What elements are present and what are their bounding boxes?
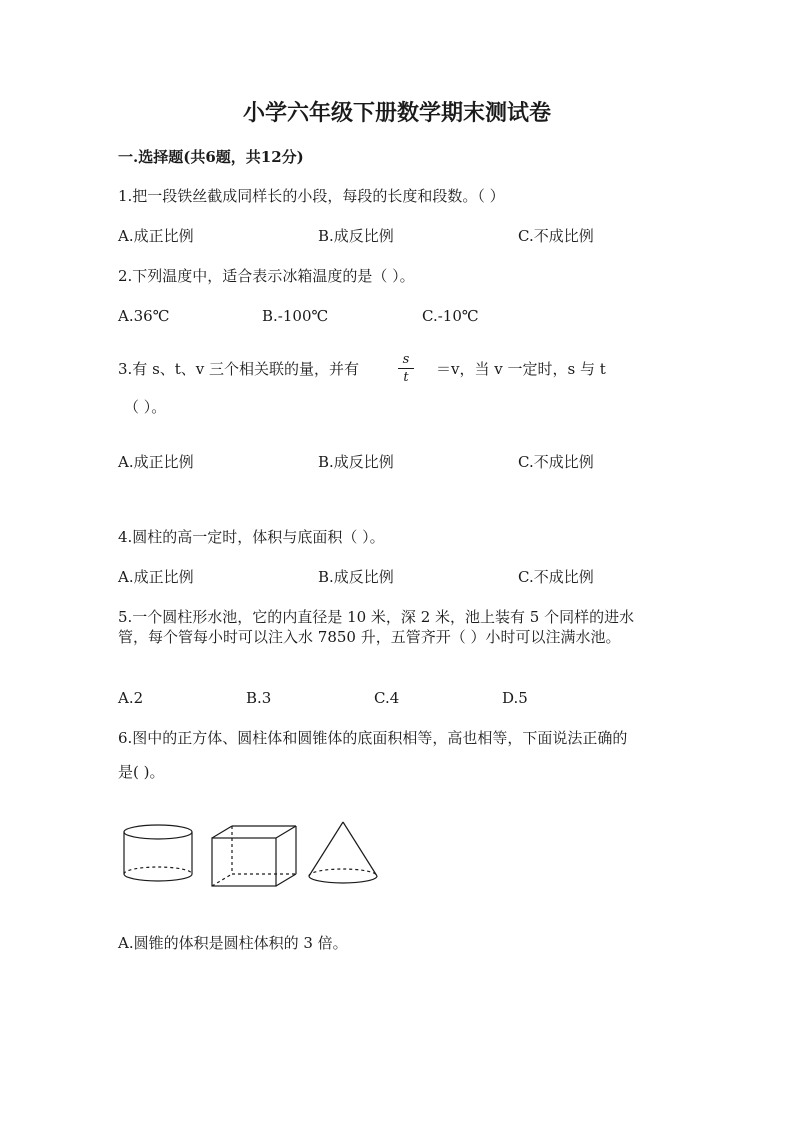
question-5-option-a[interactable]: A.2 xyxy=(118,689,144,707)
fraction-numerator: s xyxy=(402,352,410,367)
question-2-option-c[interactable]: C.-10℃ xyxy=(422,307,479,325)
cylinder-figure xyxy=(124,825,192,881)
question-1-option-b[interactable]: B.成反比例 xyxy=(318,227,394,245)
fraction-denominator: t xyxy=(403,370,409,385)
question-3-stem-end: ＝v，当 v 一定时，s 与 t xyxy=(436,360,606,378)
question-4-option-c[interactable]: C.不成比例 xyxy=(518,568,594,586)
question-3-option-a[interactable]: A.成正比例 xyxy=(118,453,194,471)
question-1-stem: 1.把一段铁丝截成同样长的小段，每段的长度和段数。（ ） xyxy=(118,187,505,205)
cone-figure xyxy=(309,822,377,883)
question-5-stem-line-1: 5.一个圆柱形水池，它的内直径是 10 米，深 2 米，池上装有 5 个同样的进水 xyxy=(118,608,635,626)
question-4-stem: 4.圆柱的高一定时，体积与底面积（ ）。 xyxy=(118,528,385,546)
question-6-stem-line-1: 6.图中的正方体、圆柱体和圆锥体的底面积相等，高也相等，下面说法正确的 xyxy=(118,729,628,747)
solid-figures-illustration xyxy=(116,818,386,894)
question-5-option-b[interactable]: B.3 xyxy=(246,689,272,707)
fraction-s-over-t xyxy=(398,352,414,385)
fraction-bar xyxy=(398,368,414,369)
question-4-option-b[interactable]: B.成反比例 xyxy=(318,568,394,586)
question-2-option-b[interactable]: B.-100℃ xyxy=(262,307,329,325)
question-4-option-a[interactable]: A.成正比例 xyxy=(118,568,194,586)
question-6-option-a[interactable]: A.圆锥的体积是圆柱体积的 3 倍。 xyxy=(118,934,348,952)
cube-figure xyxy=(212,826,296,886)
question-5-option-c[interactable]: C.4 xyxy=(374,689,400,707)
question-2-stem: 2.下列温度中，适合表示冰箱温度的是（ ）。 xyxy=(118,267,415,285)
question-6-stem-line-2: 是( )。 xyxy=(118,763,165,781)
question-3-option-b[interactable]: B.成反比例 xyxy=(318,453,394,471)
question-3-blank: （ ）。 xyxy=(124,398,167,416)
question-3-stem-start: 3.有 s、t、v 三个相关联的量，并有 xyxy=(118,360,360,378)
page-title: 小学六年级下册数学期末测试卷 xyxy=(242,100,551,126)
question-2-option-a[interactable]: A.36℃ xyxy=(118,307,170,325)
question-1-option-c[interactable]: C.不成比例 xyxy=(518,227,594,245)
question-3-option-c[interactable]: C.不成比例 xyxy=(518,453,594,471)
section-heading: 一.选择题(共6题，共12分) xyxy=(118,148,304,166)
question-5-option-d[interactable]: D.5 xyxy=(502,689,528,707)
question-1-option-a[interactable]: A.成正比例 xyxy=(118,227,194,245)
question-5-stem-line-2: 管，每个管每小时可以注入水 7850 升，五管齐开（ ）小时可以注满水池。 xyxy=(118,628,621,646)
